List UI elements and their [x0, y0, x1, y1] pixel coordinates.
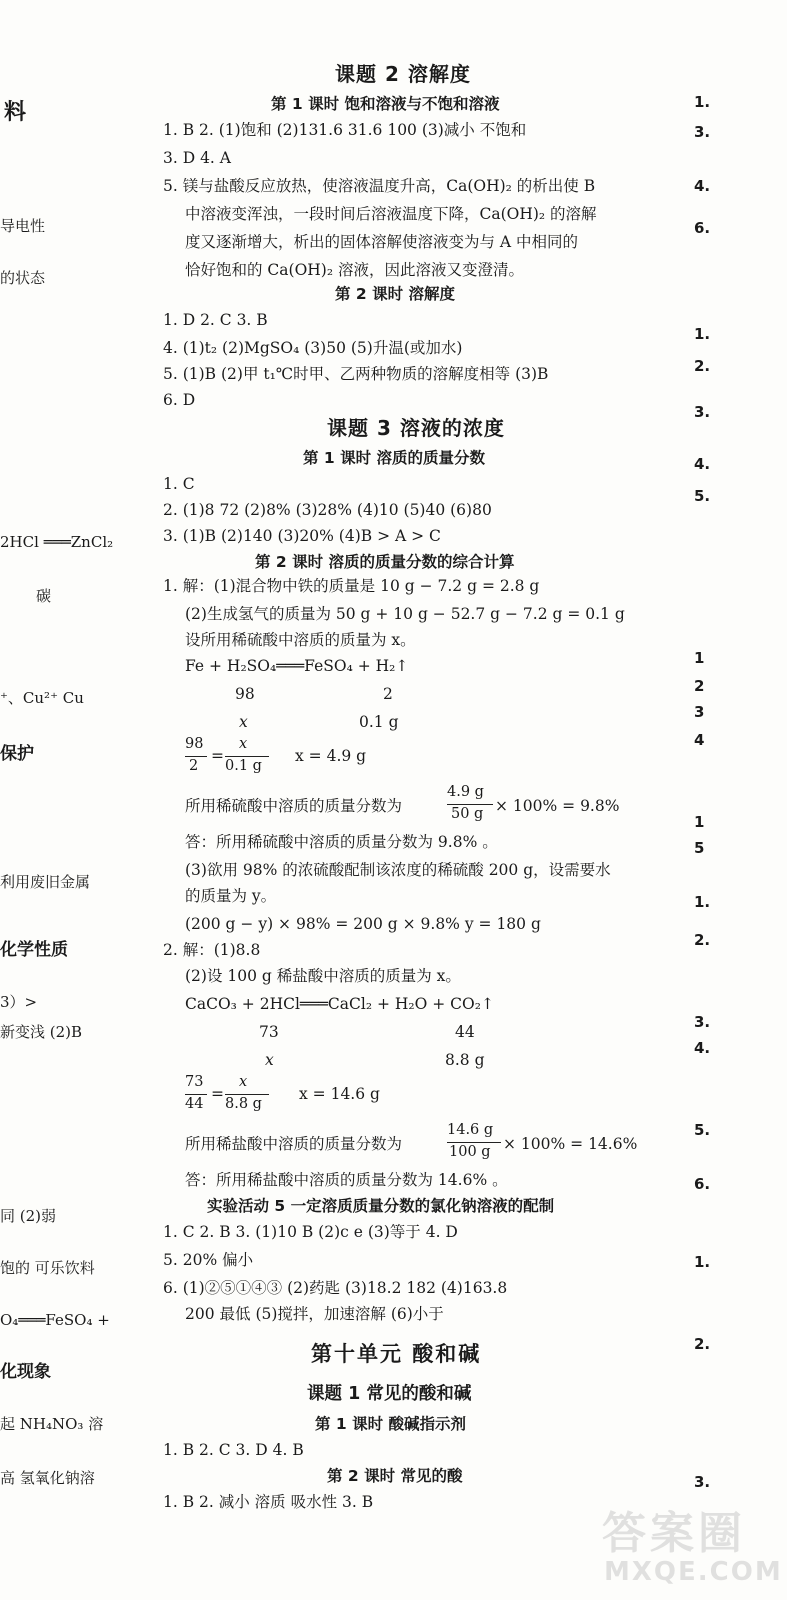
left-fragment: 保护: [0, 744, 34, 764]
fraction-numerator: 98: [185, 736, 204, 752]
left-fragment: 新变浅 (2)B: [0, 1023, 83, 1041]
right-cropped-column: [690, 0, 787, 1600]
right-number: 5.: [694, 487, 711, 505]
fraction-denominator: 2: [189, 758, 199, 774]
answer-line: 6. D: [163, 391, 196, 409]
answer-line: 1. B 2. C 3. D 4. B: [163, 1441, 304, 1459]
answer-line: 3. (1)B (2)140 (3)20% (4)B > A > C: [163, 527, 441, 545]
equation-value: x: [239, 713, 248, 731]
fraction: [185, 1074, 207, 1116]
fraction: [185, 736, 207, 778]
equation-value: 2: [383, 685, 393, 703]
right-number: 3.: [694, 403, 711, 421]
left-fragment: 化现象: [0, 1362, 51, 1382]
right-number: 3: [694, 703, 705, 721]
right-number: 1: [694, 813, 705, 831]
right-number: 2: [694, 677, 705, 695]
right-number: 2.: [694, 931, 711, 949]
answer-line: 3. D 4. A: [163, 149, 231, 167]
left-fragment: 2HCl ═══ZnCl₂: [0, 533, 114, 551]
answer-line: (3)欲用 98% 的浓硫酸配制该浓度的稀硫酸 200 g，设需要水: [185, 861, 611, 879]
answer-line: 1. C 2. B 3. (1)10 B (2)c e (3)等于 4. D: [163, 1223, 458, 1241]
answer-line: 的质量为 y。: [185, 887, 277, 905]
right-number: 6.: [694, 219, 711, 237]
answer-line: 1. 解：(1)混合物中铁的质量是 10 g − 7.2 g = 2.8 g: [163, 577, 540, 595]
answer-line: 5. 20% 偏小: [163, 1251, 254, 1269]
answer-line: 1. C: [163, 475, 195, 493]
left-fragment: 起 NH₄NO₃ 溶: [0, 1415, 104, 1433]
topic-2-title: 课题 2 溶解度: [335, 62, 471, 86]
equation-value: x: [265, 1051, 274, 1069]
answer-line: 1. B 2. (1)饱和 (2)131.6 31.6 100 (3)减小 不饱和: [163, 121, 527, 139]
right-number: 2.: [694, 1335, 711, 1353]
answer-line: (200 g − y) × 98% = 200 g × 9.8% y = 180 g: [185, 915, 541, 933]
equation-value: 98: [235, 685, 255, 703]
fraction-denominator: 44: [185, 1096, 204, 1112]
answer-line: 所用稀盐酸中溶质的质量分数为: [185, 1135, 403, 1153]
fraction-denominator: 0.1 g: [225, 758, 262, 774]
fraction: [225, 736, 269, 778]
result: x = 4.9 g: [295, 747, 367, 765]
lesson-title: 第 2 课时 常见的酸: [327, 1467, 463, 1485]
lesson-title: 第 1 课时 饱和溶液与不饱和溶液: [271, 95, 500, 113]
left-fragment: 的状态: [0, 269, 46, 287]
lesson-title: 第 1 课时 溶质的质量分数: [303, 449, 485, 467]
answer-line: 4. (1)t₂ (2)MgSO₄ (3)50 (5)升温(或加水): [163, 339, 463, 357]
right-number: 4.: [694, 455, 711, 473]
right-number: 6.: [694, 1175, 711, 1193]
answer-line: 6. (1)②⑤①④③ (2)药匙 (3)18.2 182 (4)163.8: [163, 1279, 508, 1297]
unit-10-title: 第十单元 酸和碱: [311, 1342, 482, 1366]
fraction-numerator: 4.9 g: [447, 784, 484, 800]
answer-line: 200 最低 (5)搅拌，加速溶解 (6)小于: [185, 1305, 444, 1323]
answer-line: 恰好饱和的 Ca(OH)₂ 溶液，因此溶液又变澄清。: [185, 261, 524, 279]
left-fragment: 高 氢氧化钠溶: [0, 1469, 95, 1487]
right-number: 1.: [694, 325, 711, 343]
right-number: 3.: [694, 1013, 711, 1031]
topic-title: 课题 1 常见的酸和碱: [307, 1384, 472, 1404]
left-fragment: 料: [4, 100, 27, 125]
fraction-numerator: 73: [185, 1074, 204, 1090]
right-number: 4.: [694, 177, 711, 195]
equation-value: 44: [455, 1023, 475, 1041]
left-fragment: 碳: [36, 587, 52, 605]
lesson-title: 第 2 课时 溶质的质量分数的综合计算: [255, 553, 515, 571]
answer-line: (2)生成氢气的质量为 50 g + 10 g − 52.7 g − 7.2 g = 0.1 g: [185, 605, 625, 623]
left-fragment: 饱的 可乐饮料: [0, 1259, 95, 1277]
answer-line: 度又逐渐增大，析出的固体溶解使溶液变为与 A 中相同的: [185, 233, 579, 251]
left-fragment: 导电性: [0, 217, 46, 235]
right-number: 3.: [694, 1473, 711, 1491]
equation-value: 8.8 g: [445, 1051, 485, 1069]
right-number: 4: [694, 731, 705, 749]
answer-line: 5. (1)B (2)甲 t₁℃时甲、乙两种物质的溶解度相等 (3)B: [163, 365, 549, 383]
left-fragment: ⁺、Cu²⁺ Cu: [0, 689, 84, 707]
right-number: 1.: [694, 93, 711, 111]
fraction-denominator: 100 g: [449, 1144, 491, 1160]
watermark-text: 答案圈: [602, 1508, 746, 1559]
equation-value: 73: [259, 1023, 279, 1041]
right-number: 2.: [694, 357, 711, 375]
answer-line: 答：所用稀硫酸中溶质的质量分数为 9.8% 。: [185, 833, 498, 851]
watermark-logo: [594, 1497, 783, 1592]
result: x = 14.6 g: [299, 1085, 380, 1103]
answer-line: × 100% = 14.6%: [503, 1135, 638, 1153]
fraction-numerator: x: [239, 1074, 248, 1090]
right-number: 1: [694, 649, 705, 667]
right-number: 1.: [694, 893, 711, 911]
answer-line: 5. 镁与盐酸反应放热，使溶液温度升高，Ca(OH)₂ 的析出使 B: [163, 177, 596, 195]
right-number: 4.: [694, 1039, 711, 1057]
fraction: [225, 1074, 269, 1116]
left-fragment: O₄═══FeSO₄ +: [0, 1311, 110, 1329]
answer-line: 所用稀硫酸中溶质的质量分数为: [185, 797, 403, 815]
answer-line: 1. B 2. 减小 溶质 吸水性 3. B: [163, 1493, 374, 1511]
left-fragment: 3）>: [0, 993, 38, 1011]
right-number: 1.: [694, 1253, 711, 1271]
chemical-equation: CaCO₃ + 2HCl═══CaCl₂ + H₂O + CO₂↑: [185, 995, 494, 1013]
right-number: 5.: [694, 1121, 711, 1139]
left-fragment: 同 (2)弱: [0, 1207, 57, 1225]
answer-line: 设所用稀硫酸中溶质的质量为 x。: [185, 631, 416, 649]
fraction: [447, 1122, 501, 1164]
answer-line: 1. D 2. C 3. B: [163, 311, 268, 329]
lesson-title: 第 1 课时 酸碱指示剂: [315, 1415, 466, 1433]
answer-line: 中溶液变浑浊，一段时间后溶液温度下降，Ca(OH)₂ 的溶解: [185, 205, 597, 223]
right-number: 3.: [694, 123, 711, 141]
equals-sign: =: [211, 747, 224, 765]
answer-line: 答：所用稀盐酸中溶质的质量分数为 14.6% 。: [185, 1171, 508, 1189]
fraction-numerator: 14.6 g: [447, 1122, 494, 1138]
left-fragment: 利用废旧金属: [0, 873, 91, 891]
chemical-equation: Fe + H₂SO₄═══FeSO₄ + H₂↑: [185, 657, 409, 675]
fraction-denominator: 50 g: [451, 806, 484, 822]
left-cropped-column: [0, 0, 140, 1600]
fraction: [447, 784, 493, 826]
answer-line: 2. 解：(1)8.8: [163, 941, 261, 959]
answer-line: (2)设 100 g 稀盐酸中溶质的质量为 x。: [185, 967, 461, 985]
fraction-denominator: 8.8 g: [225, 1096, 262, 1112]
watermark-url: MXQE.COM: [604, 1557, 783, 1587]
left-fragment: 化学性质: [0, 940, 68, 960]
answer-line: × 100% = 9.8%: [495, 797, 620, 815]
right-number: 5: [694, 839, 705, 857]
lesson-title: 第 2 课时 溶解度: [335, 285, 455, 303]
answer-line: 2. (1)8 72 (2)8% (3)28% (4)10 (5)40 (6)80: [163, 501, 492, 519]
equals-sign: =: [211, 1085, 224, 1103]
fraction-numerator: x: [239, 736, 248, 752]
topic-3-title: 课题 3 溶液的浓度: [327, 416, 505, 440]
equation-value: 0.1 g: [359, 713, 399, 731]
experiment-title: 实验活动 5 一定溶质质量分数的氯化钠溶液的配制: [207, 1197, 555, 1215]
